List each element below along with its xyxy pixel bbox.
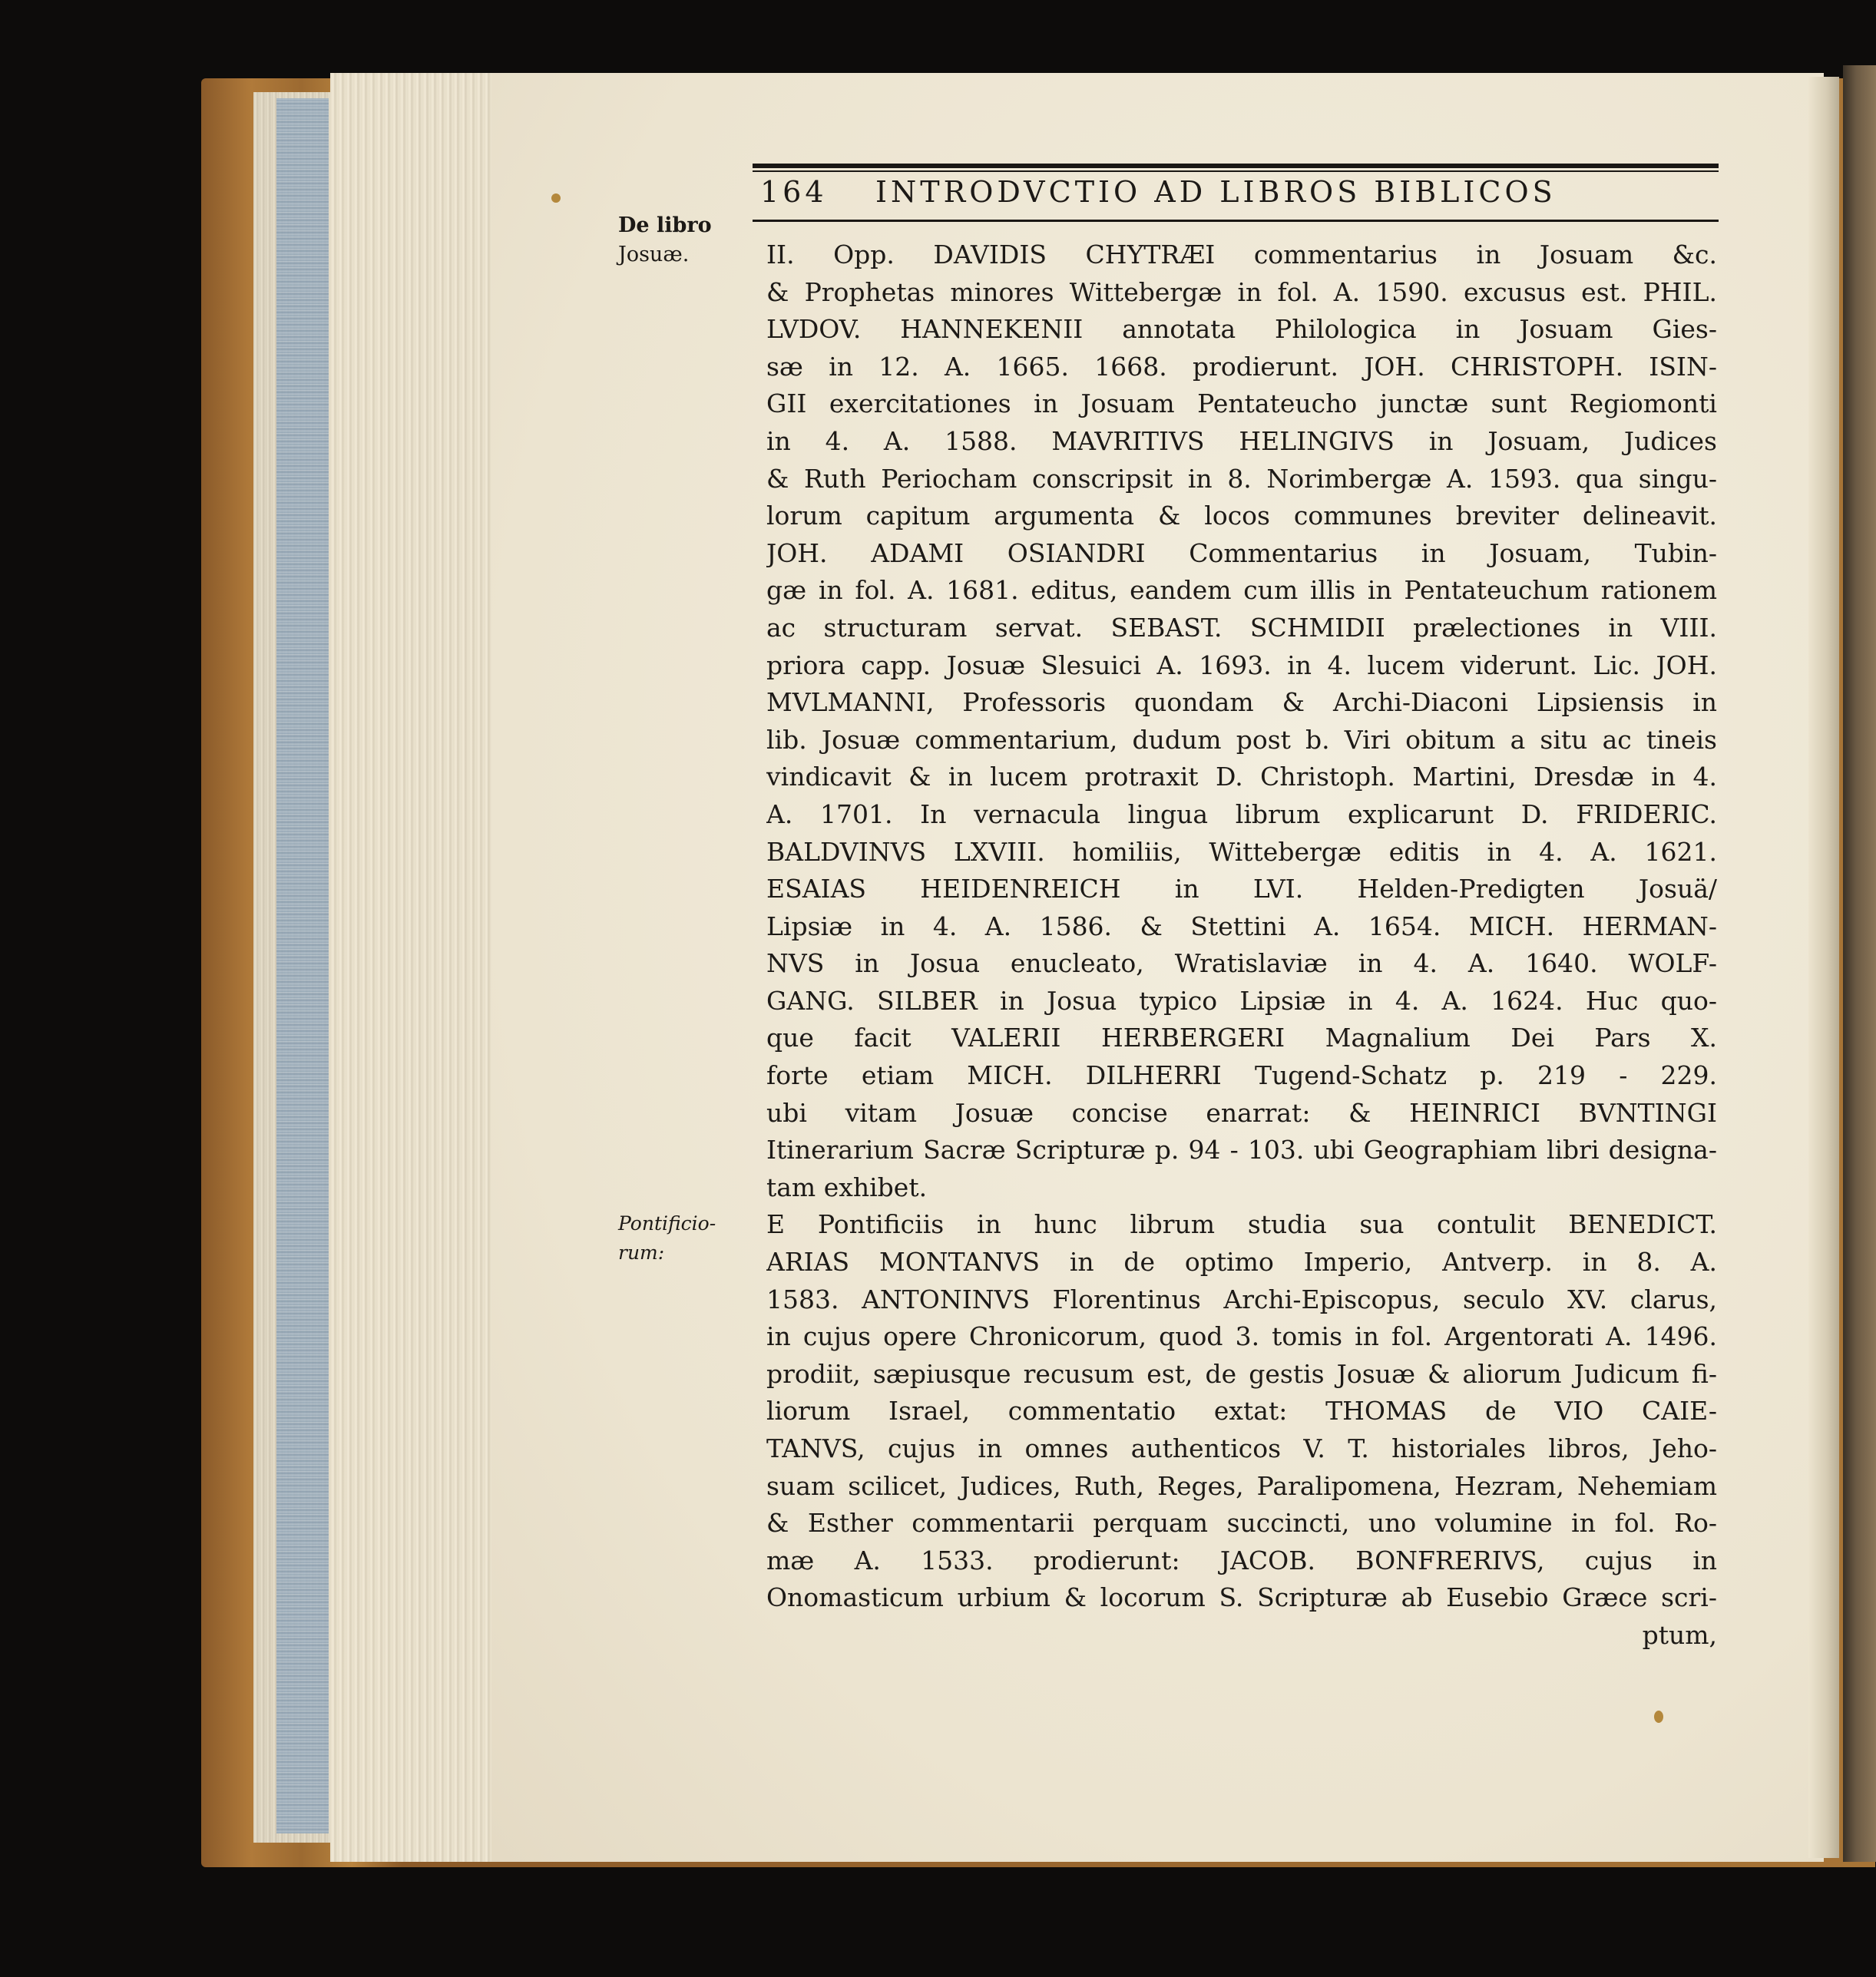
margin-note-de-libro-josuae <box>618 211 733 269</box>
text-line: & Prophetas minores Wittebergæ in fol. A. 1590. excusus est. PHIL. <box>766 276 1717 307</box>
text-line: & Esther commentarii perquam succincti, uno volumine in fol. Ro- <box>766 1508 1717 1539</box>
text-line: MVLMANNI, Professoris quondam & Archi-Diaconi Lipsiensis in <box>766 687 1717 718</box>
text-line: Onomasticum urbium & locorum S. Scripturæ ab Eusebio Græce scri- <box>766 1582 1717 1613</box>
page-gutter <box>1808 77 1839 1858</box>
text-line: liorum Israel, commentatio extat: THOMAS de VIO CAIE- <box>766 1396 1717 1427</box>
text-line: lib. Josuæ commentarium, dudum post b. Viri obitum a situ ac tineis <box>766 724 1717 755</box>
text-line: suam scilicet, Judices, Ruth, Reges, Paralipomena, Hezram, Nehemiam <box>766 1470 1717 1501</box>
text-line: BALDVINVS LXVIII. homiliis, Wittebergæ editis in 4. A. 1621. <box>766 836 1717 867</box>
text-line: Itinerarium Sacræ Scripturæ p. 94 - 103. ubi Geographiam libri designa- <box>766 1135 1717 1165</box>
text-line: & Ruth Periocham conscripsit in 8. Norimbergæ A. 1593. qua singu- <box>766 463 1717 494</box>
text-line: priora capp. Josuæ Slesuici A. 1693. in 4. lucem viderunt. Lic. JOH. <box>766 650 1717 680</box>
text-line: 1583. ANTONINVS Florentinus Archi-Episcopus, seculo XV. clarus, <box>766 1284 1717 1314</box>
text-line: ESAIAS HEIDENREICH in LVI. Helden-Predigten Josuä/ <box>766 874 1717 904</box>
margin-note-line: rum: <box>618 1241 665 1264</box>
text-line: A. 1701. In vernacula lingua librum explicarunt D. FRIDERIC. <box>766 798 1717 829</box>
text-line: in cujus opere Chronicorum, quod 3. tomis in fol. Argentorati A. 1496. <box>766 1321 1717 1352</box>
text-line: NVS in Josua enucleato, Wratislaviæ in 4. A. 1640. WOLF- <box>766 948 1717 979</box>
margin-note-line: Josuæ. <box>618 243 690 266</box>
page-stack <box>330 73 499 1862</box>
text-line: mæ A. 1533. prodierunt: JACOB. BONFRERIVS, cujus in <box>766 1545 1717 1575</box>
header-rule-under <box>753 220 1719 222</box>
margin-note-pontificiorum <box>618 1209 733 1268</box>
header-rule-thick <box>753 164 1719 168</box>
margin-note-line: Pontificio- <box>618 1212 716 1235</box>
facing-page-edge <box>1843 65 1876 1862</box>
text-line: forte etiam MICH. DILHERRI Tugend-Schatz p. 219 - 229. <box>766 1060 1717 1091</box>
catchword: ptum, <box>1642 1619 1717 1650</box>
text-line: lorum capitum argumenta & locos communes breviter delineavit. <box>766 501 1717 531</box>
paper-spot <box>551 193 561 203</box>
page-number: 164 <box>760 175 828 209</box>
text-line: TANVS, cujus in omnes authenticos V. T. historiales libros, Jeho- <box>766 1433 1717 1463</box>
running-head <box>760 169 1712 218</box>
text-line: ARIAS MONTANVS in de optimo Imperio, Antverp. in 8. A. <box>766 1247 1717 1278</box>
text-line: que facit VALERII HERBERGERI Magnalium Dei Pars X. <box>766 1023 1717 1053</box>
text-line: GII exercitationes in Josuam Pentateucho junctæ sunt Regiomonti <box>766 388 1717 419</box>
text-line: ac structuram servat. SEBAST. SCHMIDII prælectiones in VIII. <box>766 612 1717 643</box>
text-line: Lipsiæ in 4. A. 1586. & Stettini A. 1654. MICH. HERMAN- <box>766 911 1717 941</box>
paper-spot <box>1654 1711 1663 1723</box>
text-line: gæ in fol. A. 1681. editus, eandem cum illis in Pentateuchum rationem <box>766 575 1717 606</box>
text-line: tam exhibet. <box>766 1172 928 1202</box>
text-line: E Pontificiis in hunc librum studia sua contulit BENEDICT. <box>766 1209 1717 1240</box>
text-line: prodiit, sæpiusque recusum est, de gestis Josuæ & aliorum Judicum fi- <box>766 1358 1717 1389</box>
body-text <box>766 236 1717 1655</box>
text-line: in 4. A. 1588. MAVRITIVS HELINGIVS in Josuam, Judices <box>766 425 1717 456</box>
page-edge-marbled <box>276 98 329 1833</box>
text-line: JOH. ADAMI OSIANDRI Commentarius in Josuam, Tubin- <box>766 537 1717 568</box>
text-line: GANG. SILBER in Josua typico Lipsiæ in 4. A. 1624. Huc quo- <box>766 985 1717 1016</box>
text-line: ubi vitam Josuæ concise enarrat: & HEINRICI BVNTINGI <box>766 1097 1717 1128</box>
text-line: sæ in 12. A. 1665. 1668. prodierunt. JOH. CHRISTOPH. ISIN- <box>766 351 1717 382</box>
text-line: vindicavit & in lucem protraxit D. Christoph. Martini, Dresdæ in 4. <box>766 762 1717 792</box>
text-line: LVDOV. HANNEKENII annotata Philologica in Josuam Gies- <box>766 314 1717 345</box>
margin-note-line: De libro <box>618 213 712 237</box>
text-line: II. Opp. DAVIDIS CHYTRÆI commentarius in Josuam &c. <box>766 240 1717 269</box>
running-title: INTRODVCTIO AD LIBROS BIBLICOS <box>875 175 1557 209</box>
